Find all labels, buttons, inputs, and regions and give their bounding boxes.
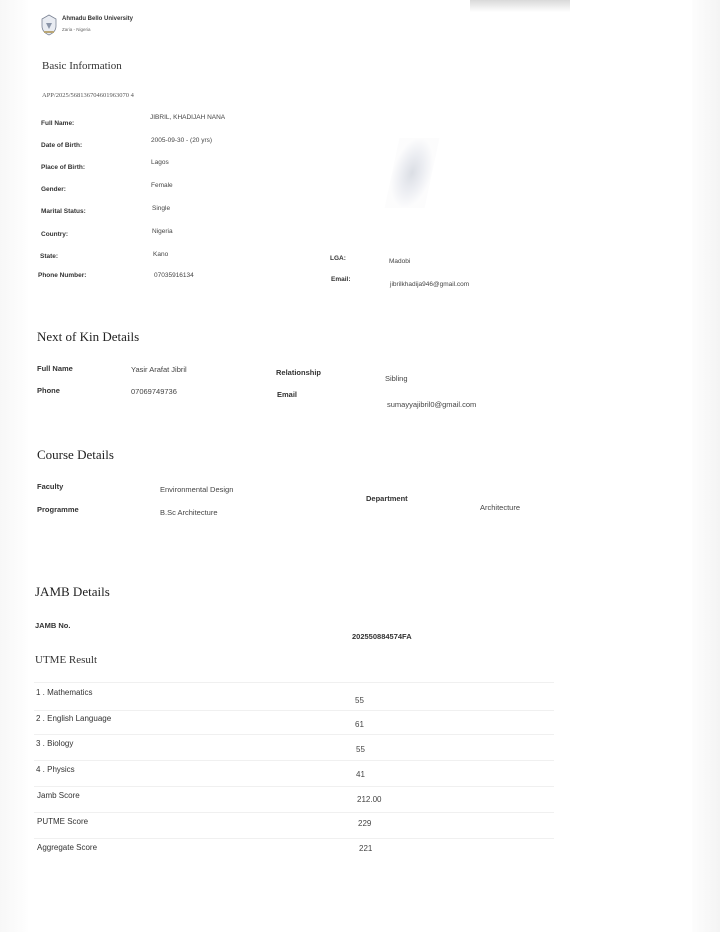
divider	[34, 838, 554, 839]
marital-value: Single	[152, 205, 171, 212]
jamb-no-label: JAMB No.	[35, 621, 71, 630]
kin-relationship-label: Relationship	[276, 368, 322, 377]
kin-name-label: Full Name	[37, 364, 73, 373]
subject-name: 2 . English Language	[36, 714, 112, 723]
dob-value: 2005-09-30 - (20 yrs)	[151, 137, 213, 144]
pob-label: Place of Birth:	[41, 164, 86, 171]
subject-name: 4 . Physics	[36, 765, 75, 774]
section-title-kin: Next of Kin Details	[37, 329, 140, 344]
subject-name: 3 . Biology	[36, 739, 74, 748]
full-name-value: JIBRIL, KHADIJAH NANA	[150, 114, 226, 121]
state-label: State:	[40, 253, 59, 260]
divider	[34, 812, 554, 813]
utme-result-title: UTME Result	[35, 654, 98, 666]
subject-name: 1 . Mathematics	[36, 688, 93, 697]
lga-label: LGA:	[330, 255, 346, 262]
department-label: Department	[366, 494, 408, 503]
divider	[34, 682, 554, 683]
programme-value: B.Sc Architecture	[160, 508, 218, 517]
country-value: Nigeria	[152, 228, 173, 235]
jamb-no-value: 202550884574FA	[352, 632, 412, 641]
subject-score: 41	[356, 770, 365, 779]
university-name: Ahmadu Bello University	[62, 16, 134, 22]
application-number: APP/2025/568136704601963070 4	[42, 92, 134, 99]
programme-label: Programme	[37, 505, 79, 514]
kin-phone-value: 07069749736	[131, 387, 177, 396]
pob-value: Lagos	[151, 159, 169, 166]
gender-value: Female	[151, 182, 173, 189]
kin-email-value: sumayyajibril0@gmail.com	[387, 400, 477, 409]
lga-value: Madobi	[389, 258, 411, 265]
subject-score: 55	[356, 745, 365, 754]
divider	[34, 786, 554, 787]
department-value: Architecture	[480, 503, 521, 512]
jamb-score-value: 212.00	[357, 795, 382, 804]
kin-phone-label: Phone	[37, 386, 60, 395]
country-label: Country:	[41, 231, 69, 238]
aggregate-score-value: 221	[359, 844, 373, 853]
section-title-basic: Basic Information	[42, 60, 122, 72]
phone-value: 07035916134	[154, 272, 194, 279]
marital-label: Marital Status:	[41, 208, 86, 215]
full-name-label: Full Name:	[41, 120, 75, 127]
faculty-value: Environmental Design	[160, 485, 234, 494]
section-title-course: Course Details	[37, 447, 114, 462]
email-label: Email:	[331, 276, 351, 283]
faculty-label: Faculty	[37, 482, 64, 491]
state-value: Kano	[153, 251, 169, 258]
document-page	[28, 0, 692, 932]
jamb-score-label: Jamb Score	[37, 791, 80, 800]
page-left-margin	[0, 0, 28, 932]
kin-relationship-value: Sibling	[385, 374, 408, 383]
phone-label: Phone Number:	[38, 272, 87, 279]
putme-score-label: PUTME Score	[37, 817, 89, 826]
kin-email-label: Email	[277, 390, 298, 399]
page-right-margin	[692, 0, 720, 932]
subject-score: 61	[355, 720, 364, 729]
divider	[34, 760, 554, 761]
gender-label: Gender:	[41, 186, 66, 193]
scan-shadow	[470, 0, 570, 12]
kin-name-value: Yasir Arafat Jibril	[131, 365, 187, 374]
divider	[34, 710, 554, 711]
subject-score: 55	[355, 696, 364, 705]
email-value: jibrilkhadija946@gmail.com	[390, 281, 470, 288]
university-logo-icon	[40, 14, 58, 36]
section-title-jamb: JAMB Details	[35, 584, 110, 599]
dob-label: Date of Birth:	[41, 142, 83, 149]
aggregate-score-label: Aggregate Score	[37, 843, 98, 852]
university-location: Zaria - Nigeria	[62, 27, 91, 32]
putme-score-value: 229	[358, 819, 372, 828]
divider	[34, 734, 554, 735]
